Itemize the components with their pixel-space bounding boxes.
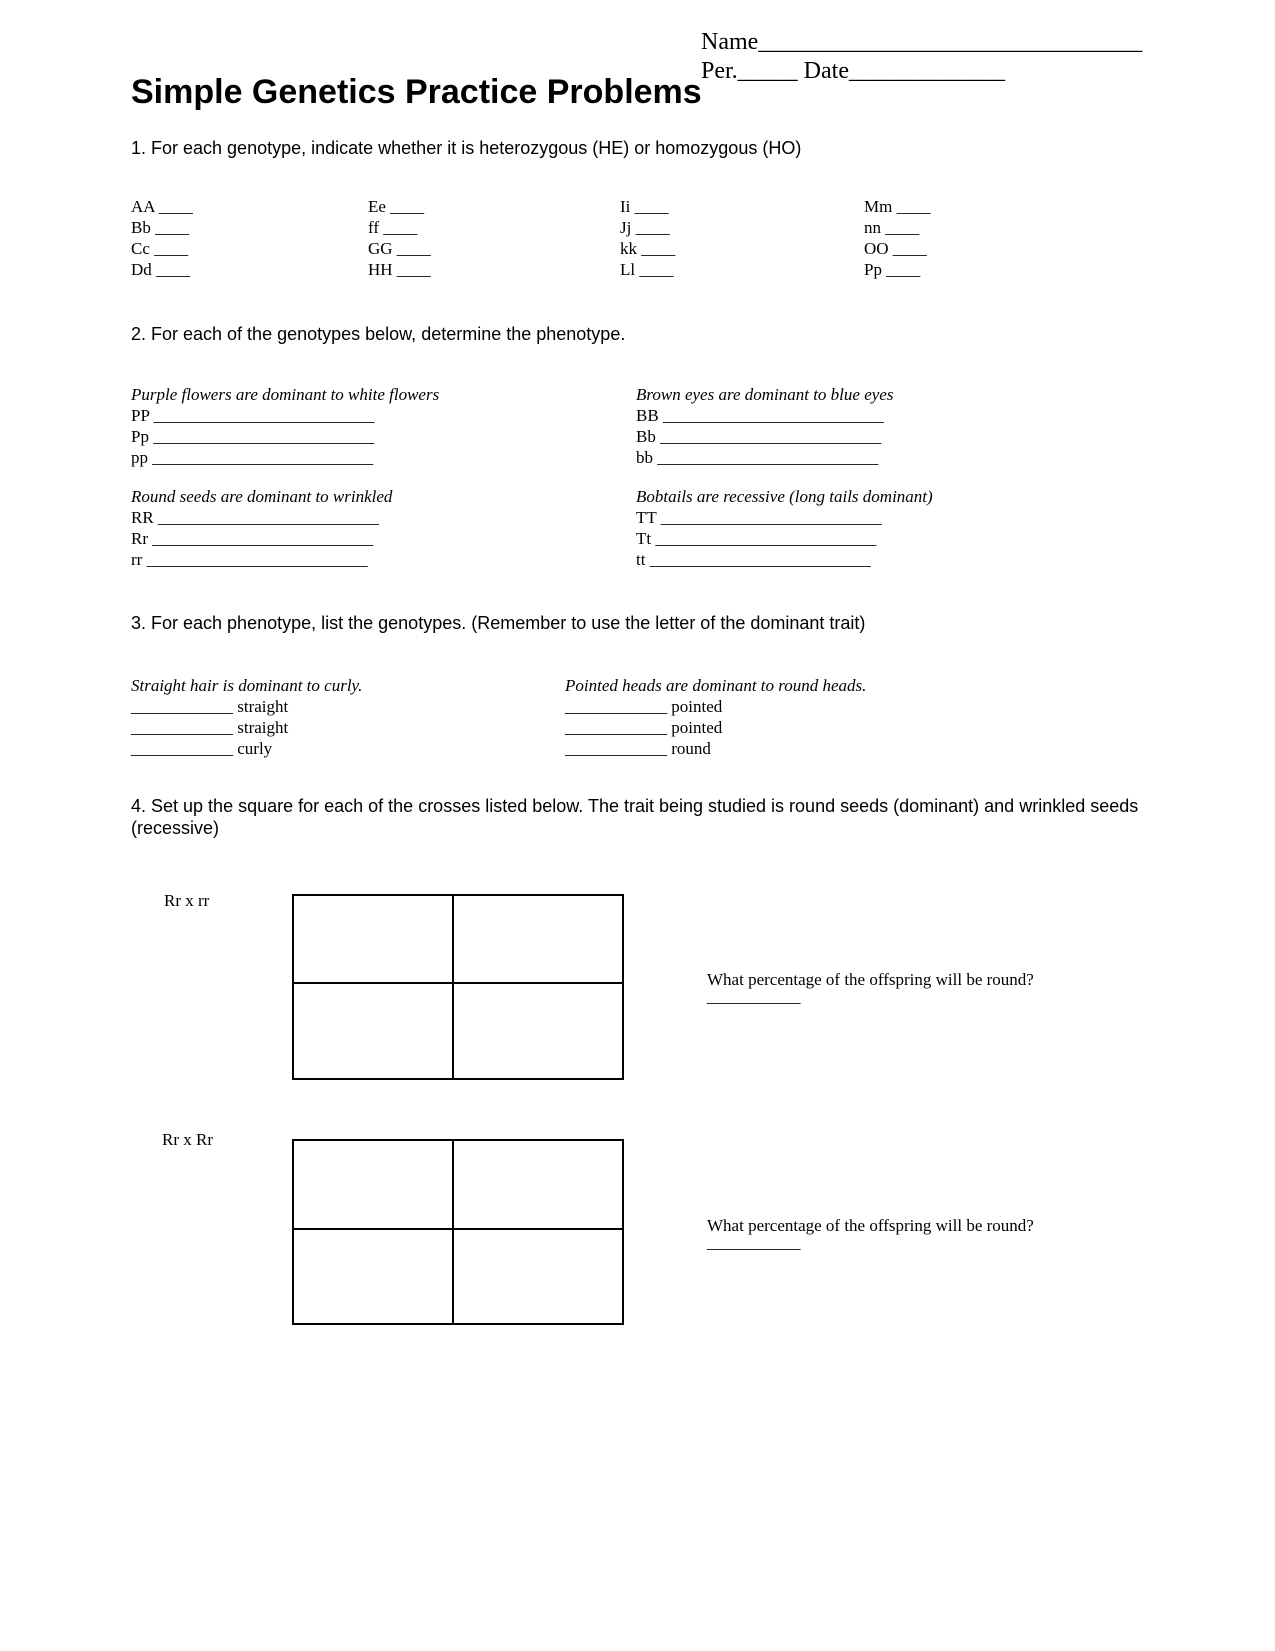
q1-column-1	[131, 196, 193, 280]
q2-answer-line[interactable]: PP __________________________	[131, 406, 375, 425]
q2-block-eyes	[636, 384, 893, 468]
punnett-cell[interactable]	[294, 984, 454, 1078]
q3-block-heading: Pointed heads are dominant to round heads.	[565, 676, 867, 695]
punnett-square-2	[292, 1139, 624, 1325]
punnett-cell[interactable]	[294, 1230, 454, 1323]
punnett-cell[interactable]	[294, 1141, 454, 1230]
q3-answer-line[interactable]: ____________ straight	[131, 697, 289, 716]
q2-answer-line[interactable]: BB __________________________	[636, 406, 884, 425]
q2-answer-line[interactable]: TT __________________________	[636, 508, 882, 527]
q4-prompt: 4. Set up the square for each of the crosses listed below. The trait being studied is round seeds (dominant) and wrinkled seeds (recessive)	[131, 796, 1139, 838]
q1-column-3	[620, 196, 675, 280]
q3-answer-line[interactable]: ____________ curly	[131, 739, 273, 758]
q1-item[interactable]: Pp ____	[864, 260, 921, 279]
q1-item[interactable]: AA ____	[131, 197, 193, 216]
q2-prompt: 2. For each of the genotypes below, determine the phenotype.	[131, 324, 626, 344]
q2-answer-line[interactable]: Bb __________________________	[636, 427, 882, 446]
period-date-line[interactable]: Per._____ Date_____________	[701, 58, 1005, 84]
punnett-square-1	[292, 894, 624, 1080]
cross-answer-line[interactable]: ___________	[707, 987, 801, 1006]
punnett-cell[interactable]	[294, 896, 454, 984]
q1-item[interactable]: Ii ____	[620, 197, 669, 216]
q1-column-2	[368, 196, 431, 280]
q1-item[interactable]: Mm ____	[864, 197, 931, 216]
q2-answer-line[interactable]: RR __________________________	[131, 508, 379, 527]
q3-answer-line[interactable]: ____________ pointed	[565, 697, 723, 716]
q1-item[interactable]: OO ____	[864, 239, 927, 258]
q1-item[interactable]: Bb ____	[131, 218, 190, 237]
q2-answer-line[interactable]: bb __________________________	[636, 448, 879, 467]
q2-block-seeds	[131, 486, 392, 570]
q1-item[interactable]: Ll ____	[620, 260, 674, 279]
q1-prompt: 1. For each genotype, indicate whether it is heterozygous (HE) or homozygous (HO)	[131, 138, 802, 158]
q1-item[interactable]: GG ____	[368, 239, 431, 258]
cross-label: Rr x rr	[164, 891, 210, 910]
page-title: Simple Genetics Practice Problems	[131, 73, 702, 111]
q3-block-heading: Straight hair is dominant to curly.	[131, 676, 363, 695]
q1-column-4	[864, 196, 931, 280]
q1-item[interactable]: kk ____	[620, 239, 676, 258]
q2-block-tails	[636, 486, 933, 570]
q2-block-heading: Bobtails are recessive (long tails dominant)	[636, 487, 933, 506]
q3-block-hair	[131, 675, 362, 759]
q2-answer-line[interactable]: Pp __________________________	[131, 427, 375, 446]
q3-answer-line[interactable]: ____________ pointed	[565, 718, 723, 737]
q1-item[interactable]: ff ____	[368, 218, 418, 237]
q2-answer-line[interactable]: tt __________________________	[636, 550, 871, 569]
punnett-cell[interactable]	[454, 1141, 622, 1230]
punnett-cell[interactable]	[454, 896, 622, 984]
q2-block-heading: Round seeds are dominant to wrinkled	[131, 487, 393, 506]
q2-block-heading: Brown eyes are dominant to blue eyes	[636, 385, 894, 404]
q1-item[interactable]: HH ____	[368, 260, 431, 279]
cross-question: What percentage of the offspring will be round?	[707, 1216, 1034, 1235]
punnett-cell[interactable]	[454, 1230, 622, 1323]
cross-question: What percentage of the offspring will be round?	[707, 970, 1034, 989]
q2-answer-line[interactable]: Tt __________________________	[636, 529, 877, 548]
q1-item[interactable]: nn ____	[864, 218, 920, 237]
q2-block-heading: Purple flowers are dominant to white flowers	[131, 385, 440, 404]
q1-item[interactable]: Jj ____	[620, 218, 670, 237]
q1-item[interactable]: Cc ____	[131, 239, 189, 258]
q1-item[interactable]: Ee ____	[368, 197, 425, 216]
name-field-line[interactable]: Name________________________________	[701, 29, 1143, 55]
q2-answer-line[interactable]: pp __________________________	[131, 448, 374, 467]
cross-label: Rr x Rr	[162, 1130, 213, 1149]
q1-item[interactable]: Dd ____	[131, 260, 191, 279]
q3-prompt: 3. For each phenotype, list the genotypes. (Remember to use the letter of the dominant trait)	[131, 613, 866, 633]
q2-answer-line[interactable]: Rr __________________________	[131, 529, 374, 548]
q3-block-heads	[565, 675, 866, 759]
cross-answer-line[interactable]: ___________	[707, 1233, 801, 1252]
q2-block-flowers	[131, 384, 439, 468]
punnett-cell[interactable]	[454, 984, 622, 1078]
q3-answer-line[interactable]: ____________ round	[565, 739, 711, 758]
q2-answer-line[interactable]: rr __________________________	[131, 550, 368, 569]
q3-answer-line[interactable]: ____________ straight	[131, 718, 289, 737]
